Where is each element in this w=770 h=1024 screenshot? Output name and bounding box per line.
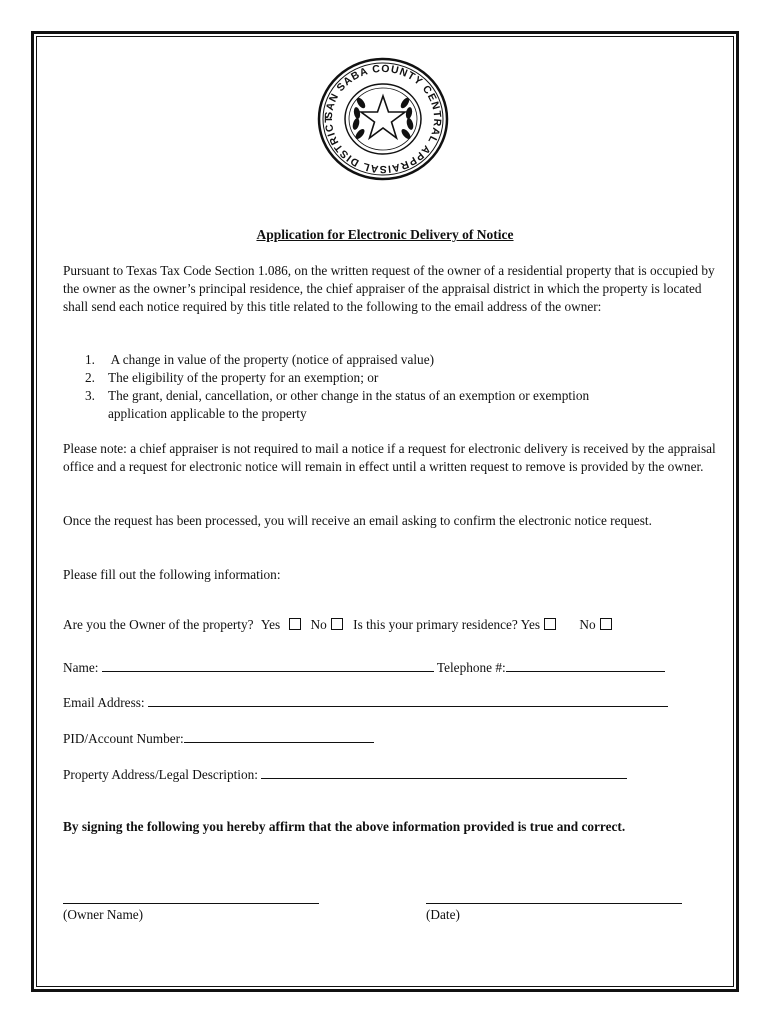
residence-no-checkbox[interactable] (600, 618, 612, 630)
property-field[interactable] (261, 765, 627, 779)
list-item (85, 387, 705, 423)
property-row (63, 765, 627, 783)
seal-text: SAN SABA COUNTY CENTRAL APPRAISAL DISTRICT (322, 62, 444, 176)
list-number: 2. (85, 370, 95, 385)
list-text: A change in value of the property (notice of appraised value) (108, 352, 435, 367)
list-item (85, 369, 705, 387)
list-text: The grant, denial, cancellation, or other change in the status of an exemption or exemption (108, 388, 590, 403)
owner-signature-line[interactable] (63, 903, 319, 904)
list-number: 1. (85, 352, 95, 367)
pid-label: PID/Account Number: (63, 731, 184, 746)
confirm-paragraph: Once the request has been processed, you will receive an email asking to confirm the electronic notice request. (63, 513, 652, 528)
owner-no-label: No (310, 617, 327, 632)
property-label: Property Address/Legal Description: (63, 767, 258, 782)
list-number: 3. (85, 388, 95, 403)
date-caption: (Date) (426, 907, 460, 922)
email-field[interactable] (148, 693, 668, 707)
owner-yes-checkbox[interactable] (289, 618, 301, 630)
residence-yes-label: Yes (520, 617, 541, 632)
district-seal (316, 56, 450, 182)
fill-prompt: Please fill out the following information: (63, 567, 281, 582)
note-paragraph: Please note: a chief appraiser is not required to mail a notice if a request for electronic delivery is received by the appraisal office and a request for electronic notice will remain in effect until a written request to remove is provided by the owner. (63, 441, 716, 474)
email-label: Email Address: (63, 695, 145, 710)
document-title: Application for Electronic Delivery of Notice (256, 227, 514, 242)
pid-field[interactable] (184, 729, 374, 743)
name-telephone-row (63, 658, 665, 676)
residence-no-label: No (579, 617, 596, 632)
list-text: The eligibility of the property for an exemption; or (108, 370, 379, 385)
list-text-continued: application applicable to the property (108, 406, 307, 421)
residence-question-label: Is this your primary residence? (353, 617, 518, 632)
affirm-statement: By signing the following you hereby affirm that the above information provided is true and correct. (63, 819, 626, 834)
pid-row (63, 729, 374, 747)
date-signature-line[interactable] (426, 903, 682, 904)
owner-residence-row (63, 617, 616, 633)
owner-question-label: Are you the Owner of the property? (63, 617, 254, 632)
name-field[interactable] (102, 658, 434, 672)
residence-yes-checkbox[interactable] (544, 618, 556, 630)
list-item (85, 351, 705, 369)
intro-paragraph: Pursuant to Texas Tax Code Section 1.086, on the written request of the owner of a residential property that is occupied by the owner as the owner’s principal residence, the chief appraiser of the appraisal district in which the property is located shall send each notice required by this title related to the following to the email address of the owner: (63, 263, 715, 314)
email-row (63, 693, 668, 711)
telephone-label: Telephone #: (436, 660, 506, 675)
owner-yes-label: Yes (260, 617, 281, 632)
telephone-field[interactable] (506, 658, 665, 672)
owner-name-caption: (Owner Name) (63, 907, 144, 922)
name-label: Name: (63, 660, 99, 675)
star-icon (361, 96, 405, 138)
owner-no-checkbox[interactable] (331, 618, 343, 630)
